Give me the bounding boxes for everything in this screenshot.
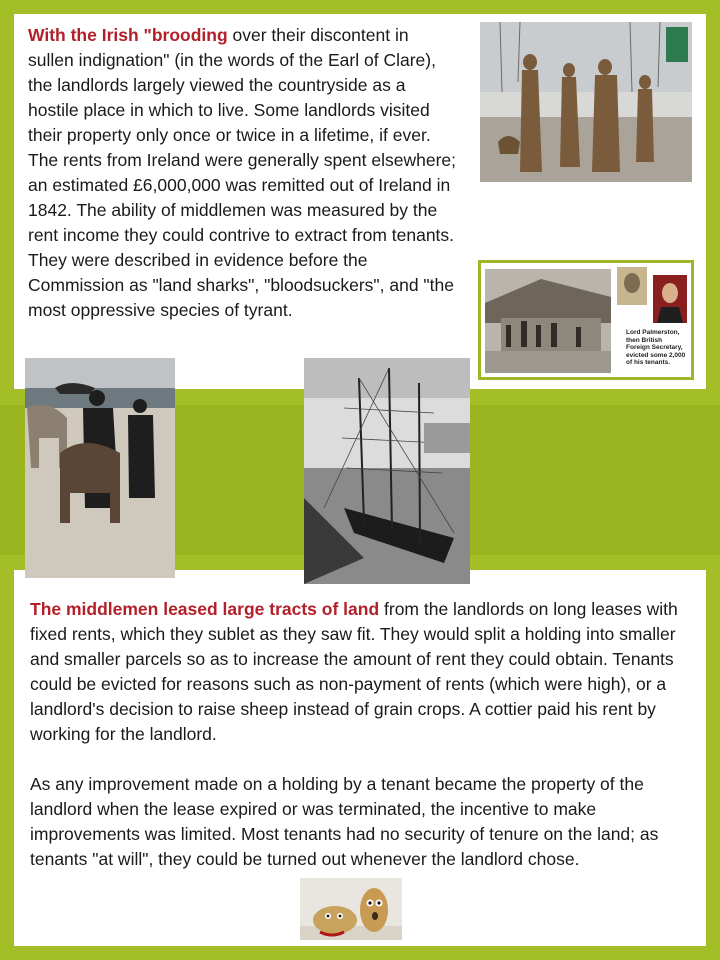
top-paragraph	[28, 23, 458, 323]
potatoes-photo	[300, 878, 402, 940]
bottom-paragraph-2: As any improvement made on a holding by a tenant became the property of the landlord when the lease expired or was terminated, the incentive to make improvements was limited. Most tenants had no security of tenure on the land; as tenants "at will", they could be turned out whenever the landlord chose.	[30, 774, 659, 869]
bottom-body: from the landlords on long leases with fixed rents, which they sublet as they saw fit. They would split a holding into smaller and smaller parcels so as to increase the amount of rent they could obtain. Tenants could be evicted for reasons such as non-payment of rents (which were high), or a landlord's decision to raise sheep instead of grain crops. A cottier paid his rent by working for the landlord.	[30, 599, 678, 744]
ship-photo	[304, 358, 470, 584]
top-body: over their discontent in sullen indignation" (in the words of the Earl of Clare), the landlords largely viewed the countryside as a hostile place in which to live. Some landlords visited their property only once or twice in a lifetime, if ever. The rents from Ireland were generally spent elsewhere; an estimated £6,000,000 was remitted out of Ireland in 1842. The ability of middlemen was measured by the rent income they could contrive to extract from tenants. They were described in evidence before the Commission as "land sharks", "bloodsuckers", and "the most oppressive species of tyrant.	[28, 25, 456, 320]
top-highlight: With the Irish "brooding	[28, 25, 228, 45]
famine-statues-photo	[480, 22, 692, 182]
bottom-paragraph	[30, 597, 695, 747]
palmerston-caption: Lord Palmerston, then British Foreign Secretary, evicted some 2,000 of his tenants.	[626, 329, 686, 366]
bottom-highlight: The middlemen leased large tracts of land	[30, 599, 380, 619]
donkeys-photo	[25, 358, 175, 578]
